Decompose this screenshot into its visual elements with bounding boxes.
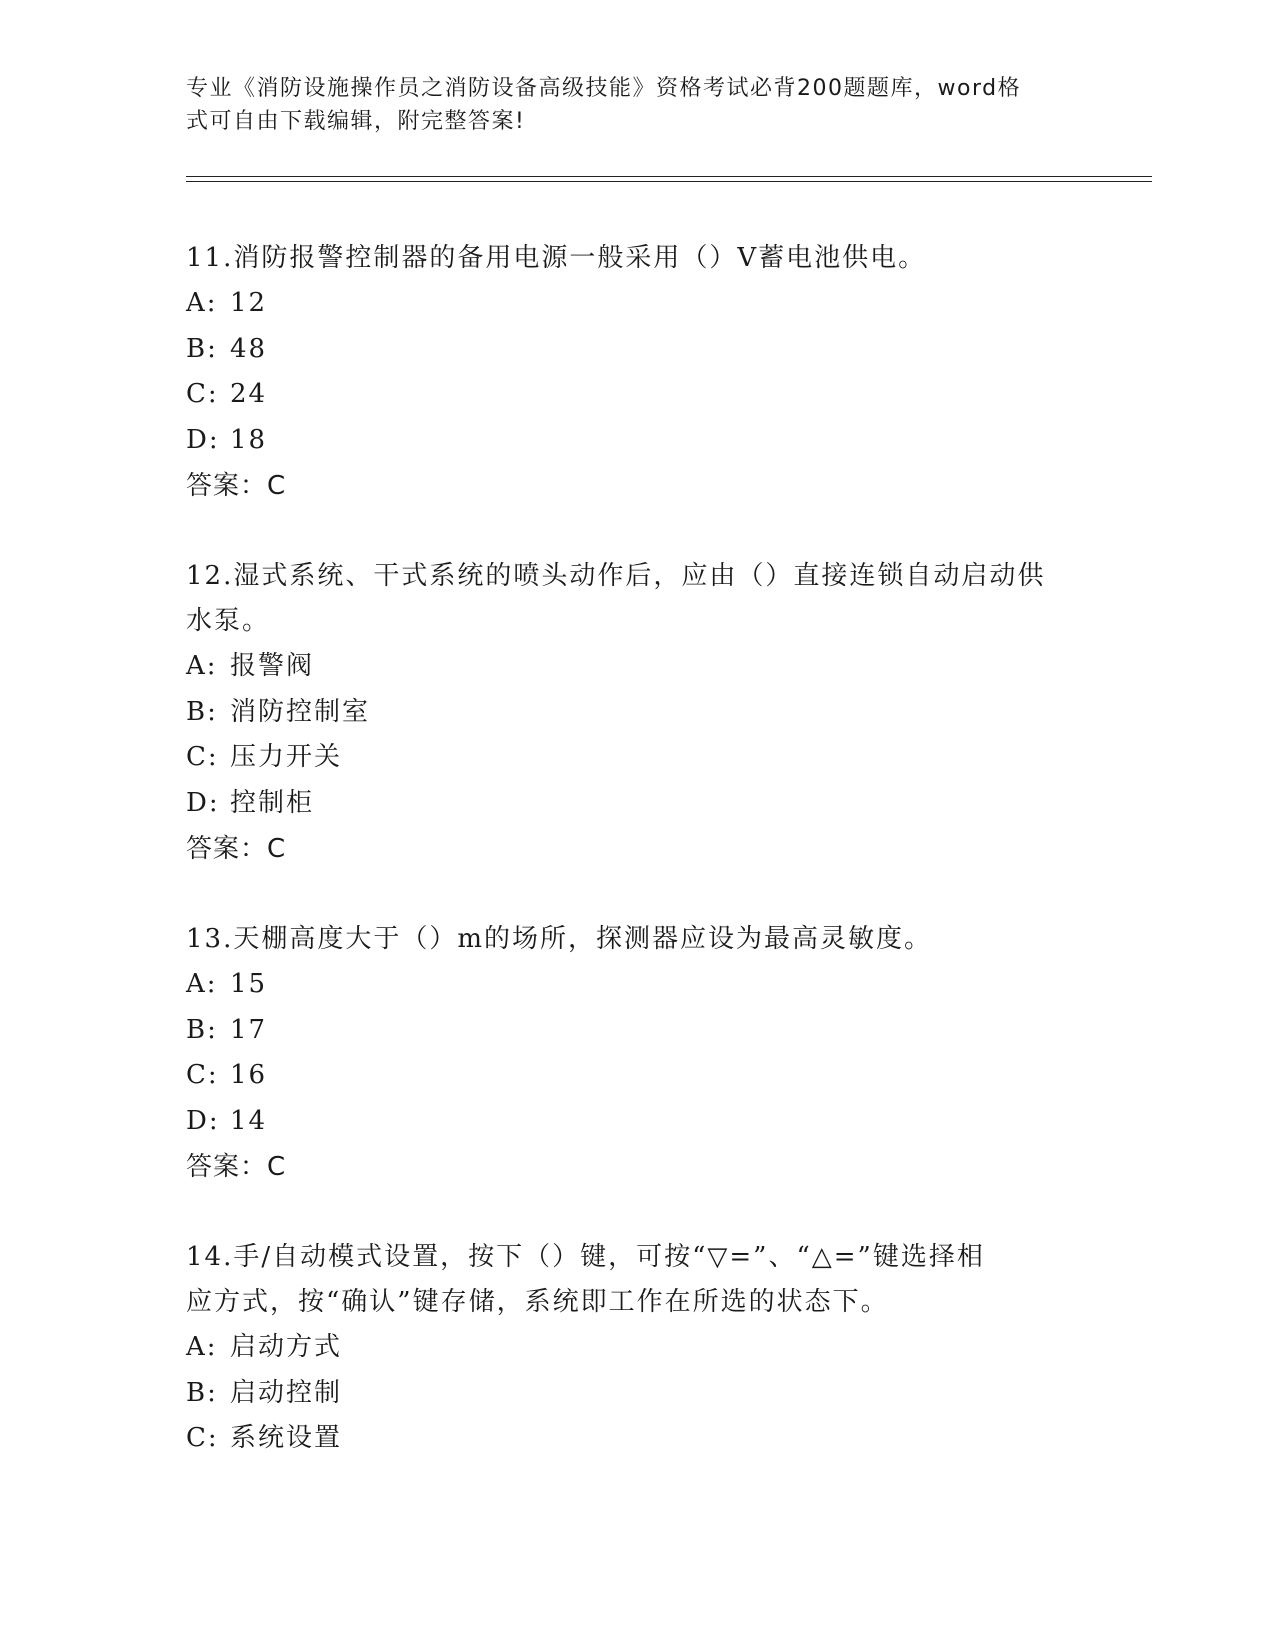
option-a <box>186 1325 1086 1371</box>
option-b <box>186 690 1086 736</box>
option-text: 15 <box>230 969 268 999</box>
question-text: 14.手/自动模式设置，按下（）键，可按“▽=”、“△=”键选择相 <box>186 1242 985 1272</box>
option-text: 报警阀 <box>230 651 315 681</box>
option-letter: D: <box>186 787 220 818</box>
option-letter: B: <box>186 333 218 364</box>
option-letter: B: <box>186 1377 218 1408</box>
option-d <box>186 1099 1086 1145</box>
question-text-continued: 应方式，按“确认”键存储，系统即工作在所选的状态下。 <box>186 1287 889 1317</box>
option-b <box>186 1371 1086 1417</box>
header-divider-top <box>186 176 1152 177</box>
question-text: 13.天棚高度大于（）m的场所，探测器应设为最高灵敏度。 <box>186 924 933 954</box>
option-letter: D: <box>186 1105 220 1136</box>
option-text: 12 <box>230 288 268 318</box>
option-text: 14 <box>230 1105 268 1136</box>
option-letter: A: <box>186 1332 218 1362</box>
option-a <box>186 644 1086 690</box>
option-letter: D: <box>186 424 220 455</box>
option-c <box>186 1416 1086 1462</box>
option-letter: A: <box>186 969 218 999</box>
question-text: 11.消防报警控制器的备用电源一般采用（）V蓄电池供电。 <box>186 243 927 273</box>
option-letter: B: <box>186 1014 218 1045</box>
option-letter: A: <box>186 288 218 318</box>
option-text: 控制柜 <box>230 787 315 818</box>
option-text: 17 <box>230 1014 268 1045</box>
option-text: 48 <box>230 333 268 364</box>
option-d <box>186 781 1086 827</box>
question-13 <box>186 917 1086 1190</box>
header-line-1: 专业《消防设施操作员之消防设备高级技能》资格考试必背200题题库，word格 <box>186 76 1022 101</box>
option-letter: C: <box>186 379 219 409</box>
option-text: 16 <box>230 1060 268 1090</box>
option-text: 启动控制 <box>230 1377 343 1408</box>
option-a <box>186 281 1086 327</box>
option-text: 启动方式 <box>230 1332 343 1362</box>
option-text: 系统设置 <box>230 1423 343 1453</box>
answer-text: 答案：C <box>186 834 287 864</box>
question-11 <box>186 236 1086 509</box>
document-header <box>186 72 1066 138</box>
header-divider-bottom <box>186 181 1152 182</box>
option-letter: C: <box>186 742 219 772</box>
option-text: 18 <box>230 424 268 455</box>
option-c <box>186 372 1086 418</box>
question-14 <box>186 1235 1086 1462</box>
option-letter: A: <box>186 651 218 681</box>
option-b <box>186 327 1086 373</box>
option-letter: C: <box>186 1423 219 1453</box>
option-b <box>186 1008 1086 1054</box>
question-12 <box>186 554 1086 872</box>
option-a <box>186 962 1086 1008</box>
option-c <box>186 735 1086 781</box>
option-text: 24 <box>230 379 268 409</box>
question-text: 12.湿式系统、干式系统的喷头动作后，应由（）直接连锁自动启动供 <box>186 561 1046 591</box>
option-c <box>186 1053 1086 1099</box>
answer-text: 答案：C <box>186 1152 287 1182</box>
option-text: 消防控制室 <box>230 696 371 727</box>
option-letter: C: <box>186 1060 219 1090</box>
answer-text: 答案：C <box>186 471 287 501</box>
option-d <box>186 418 1086 464</box>
header-line-2: 式可自由下载编辑，附完整答案! <box>186 109 526 134</box>
option-letter: B: <box>186 696 218 727</box>
question-text-continued: 水泵。 <box>186 606 271 636</box>
option-text: 压力开关 <box>230 742 343 772</box>
